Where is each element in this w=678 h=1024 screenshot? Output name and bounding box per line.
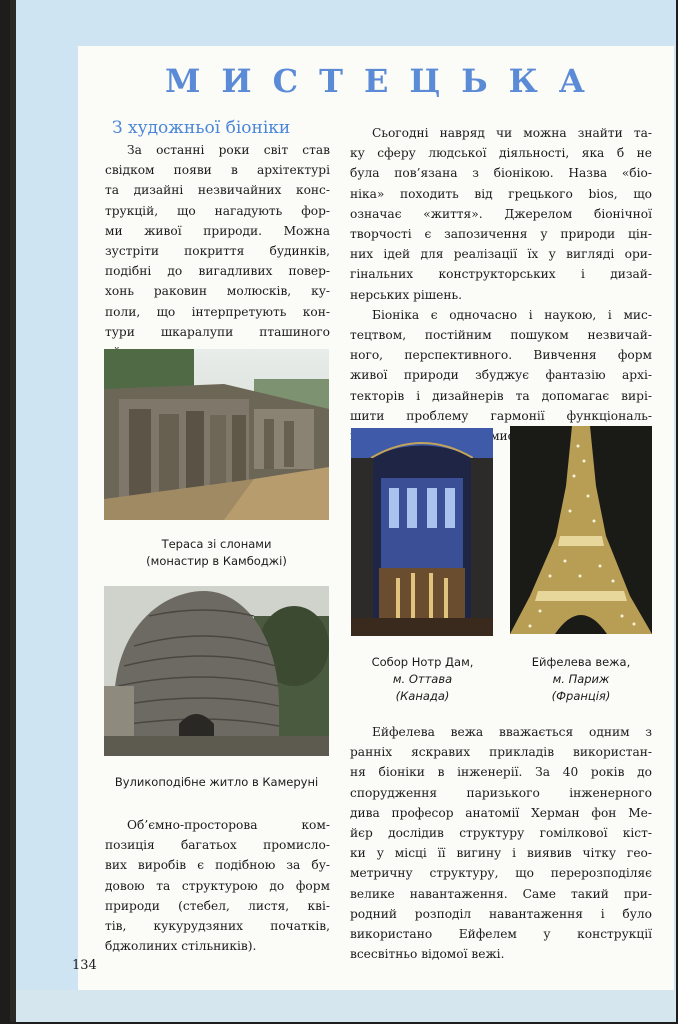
text-line: спорудження паризького інженерного (350, 785, 652, 800)
text-line: Об’ємно-просторова ком- (127, 818, 330, 832)
section-title: З художньої біоніки (112, 118, 291, 138)
text-line: хонь раковин молюсків, ку- (105, 284, 330, 299)
text-line: творчості є запозичення у природи цін- (350, 227, 652, 242)
right-paragraph-bottom (350, 722, 652, 964)
text-line: тів, кукурудзяних початків, (105, 919, 330, 934)
text-line: ня біоніки в інженерії. За 40 років до (350, 765, 652, 780)
text-line: природи (стебел, листя, кві- (105, 898, 330, 913)
text-line: Ейфелева вежа вважається одним з (372, 725, 652, 739)
text-line: ки у місці її вигину і виявив чітку гео- (350, 846, 652, 861)
text-line: ку сферу людської діяльності, яка б не (350, 146, 652, 161)
text-line: родний розподіл навантаження і було (350, 906, 652, 921)
text-line: тури шкаралупи пташиного (105, 324, 330, 339)
text-line: тецтвом, постійним пошуком незвичай- (350, 328, 652, 343)
text-line: живої природи збуджує фантазію архі- (350, 368, 652, 383)
caption-line: м. Париж (552, 672, 610, 686)
caption-line: Собор Нотр Дам, (371, 655, 474, 669)
text-line: бджолиних стільників). (105, 939, 257, 954)
text-line: нерських рішень. (350, 287, 462, 302)
text-line: шити проблему гармонії функціональ- (350, 408, 652, 423)
text-line: позиція багатьох промисло- (105, 838, 330, 853)
text-line: ми живої природи. Можна (105, 223, 330, 238)
terrace-photo (104, 349, 329, 520)
text-line: За останні роки світ став (127, 143, 330, 157)
hut-caption (104, 774, 329, 791)
text-line: довою та структурою до форм (105, 878, 330, 893)
text-line: ніка» походить від грецького bios, що (350, 186, 652, 201)
text-line: ранніх яскравих прикладів використан- (350, 745, 652, 760)
caption-line: Вуликоподібне житло в Камеруні (114, 775, 319, 789)
text-line: трукцій, що нагадують фор- (105, 203, 330, 218)
text-line: дива професор анатомії Херман фон Ме- (350, 805, 652, 820)
text-line: Сьогодні навряд чи можна знайти та- (372, 126, 652, 140)
caption-line: Тераса зі слонами (161, 537, 272, 551)
text-line: поли, що інтерпретують кон- (105, 304, 330, 319)
text-line: Біоніка є одночасно і наукою, і мис- (372, 307, 652, 322)
text-line: них ідей для реалізації їх у вигляді ори- (350, 247, 652, 262)
notre-dame-photo (351, 428, 493, 636)
text-line: ного, перспективного. Вивчення форм (350, 348, 652, 363)
page-bottom-strip (16, 990, 676, 1022)
page-number: 134 (72, 958, 97, 973)
text-line: подібні до вигадливих повер- (105, 264, 330, 279)
text-line: вих виробів є подібною за бу- (105, 858, 330, 873)
text-line: текторів і дизайнерів та допомагає вирі- (350, 388, 652, 403)
header-title: МИСТЕЦЬКА (165, 62, 606, 100)
text-line: велике навантаження. Саме такий при- (350, 886, 652, 901)
caption-line: (Канада) (395, 689, 450, 703)
text-line: означає «життя». Джерелом біонічної (350, 206, 652, 221)
text-line: йєр дослідив структуру гомілкової кіст- (350, 826, 652, 841)
eiffel-photo (510, 426, 652, 634)
text-line: використано Ейфелем у конструкції (350, 927, 652, 942)
caption-line: Ейфелева вежа, (531, 655, 631, 669)
text-line: зустріти покриття будинків, (105, 244, 330, 259)
caption-line: (Франція) (551, 689, 611, 703)
terrace-caption (104, 536, 329, 570)
left-paragraph (105, 140, 330, 362)
hut-photo (104, 586, 329, 756)
text-line: гінальних конструкторських і дизай- (350, 267, 652, 282)
text-line: свідком появи в архітектурі (105, 163, 330, 178)
text-line: та дизайні незвичайних конс- (105, 183, 330, 198)
eiffel-caption (506, 654, 656, 705)
right-paragraph-top (350, 123, 652, 446)
left-paragraph-bottom (105, 815, 330, 956)
notre-dame-caption (345, 654, 500, 705)
caption-line: (монастир в Камбоджі) (146, 554, 287, 568)
caption-line: м. Оттава (392, 672, 453, 686)
text-line: була пов’язана з біонікою. Назва «біо- (350, 166, 652, 181)
text-line: всесвітньо відомої вежі. (350, 947, 505, 962)
text-line: метричну структуру, що перерозподіляє (350, 866, 652, 881)
